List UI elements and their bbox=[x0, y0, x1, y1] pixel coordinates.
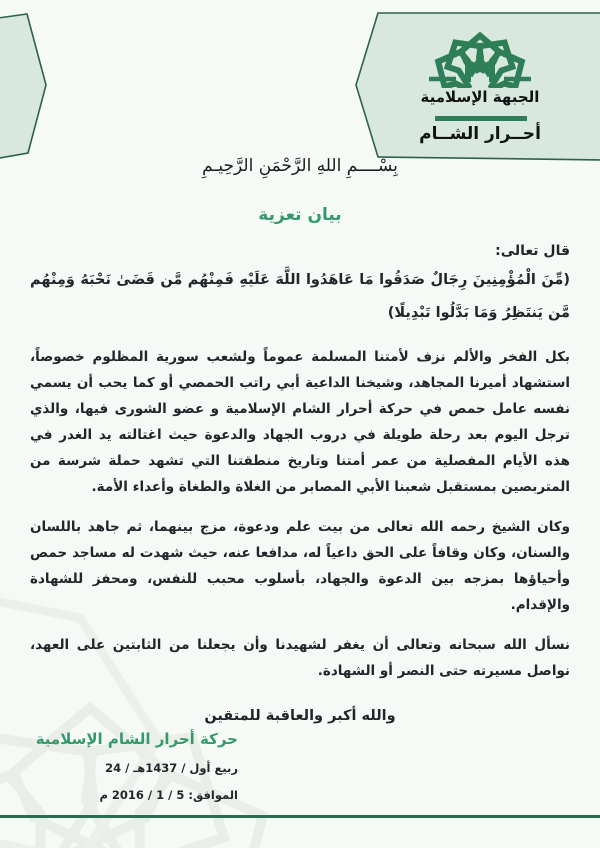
quran-verse: (مِّنَ الْمُؤْمِنِينَ رِجَالٌ صَدَقُوا مَا عَاهَدُوا اللَّهَ عَلَيْهِ فَمِنْهُم مَّن قَضَىٰ نَحْبَهُ وَمِنْهُم مَّن يَنتَظِرُ وَمَا بَدَّلُوا تَبْدِيلًا) bbox=[30, 272, 570, 321]
paragraph-eulogy: بكل الفخر والألم نزف لأمتنا المسلمة عموماً ولشعب سورية المظلوم خصوصاً، استشهاد أميرنا المجاهد، وشيخنا الداعية أبي راتب الحمصي أو كما يحب أن يسمي نفسه عامل حمص في حركة أحرار الشام الإسلامية و عضو الشورى فيها، والذي ترجل اليوم بعد رحلة طويلة في دروب الجهاد والدعوة حيث اغتالته يد الغدر في هذه الأيام المفصلية من عمر أمتنا وتاريخ منطقتنا التي تشهد حملة شرسة من المتربصين بمستقبل شعبنا الأبي المصابر من الغلاة والطغاة وأعداء الأمة. bbox=[30, 349, 570, 495]
basmala-calligraphy: بِسْــــمِ اللهِ الرَّحْمَنِ الرَّحِيـمِ bbox=[202, 156, 398, 176]
signature-block bbox=[28, 728, 238, 804]
islamic-front-name: الجبهة الإسلامية bbox=[420, 88, 540, 106]
footer-rule bbox=[0, 815, 600, 818]
quote-intro: قال تعالى: bbox=[495, 243, 570, 259]
statement-title: بيان تعزية bbox=[258, 205, 342, 225]
movement-name: أحــرار الشــام bbox=[419, 124, 541, 144]
movement-emblem-icon bbox=[360, 22, 600, 88]
org-logo bbox=[360, 0, 600, 160]
takbir-line: والله أكبر والعاقبة للمتقين bbox=[204, 708, 396, 724]
date-gregorian: الموافق: 5 / 1 / 2016 م bbox=[99, 788, 238, 802]
signature-organization: حركة أحرار الشام الإسلامية bbox=[35, 730, 238, 748]
logo-divider-bar bbox=[435, 116, 527, 121]
paragraph-biography: وكان الشيخ رحمه الله تعالى من بيت علم ودعوة، مزج بينهما، ثم جاهد باللسان والسنان، وكان وقافاً على الحق داعياً له، مدافعا عنه، حيث شهدت له مساجد حمص وأحياؤها بمزجه بين الدعوة والجهاد، بأسلوب محبب للنفس، ومحفز للشهادة والإقدام. bbox=[30, 519, 570, 613]
paragraph-supplication: نسأل الله سبحانه وتعالى أن يغفر لشهيدنا وأن يجعلنا من الثابتين على العهد، نواصل مسيرته حتى النصر أو الشهادة. bbox=[30, 637, 570, 679]
date-hijri: 24 / ربيع أول / 1437هـ bbox=[105, 761, 238, 775]
statement-body bbox=[30, 240, 570, 724]
